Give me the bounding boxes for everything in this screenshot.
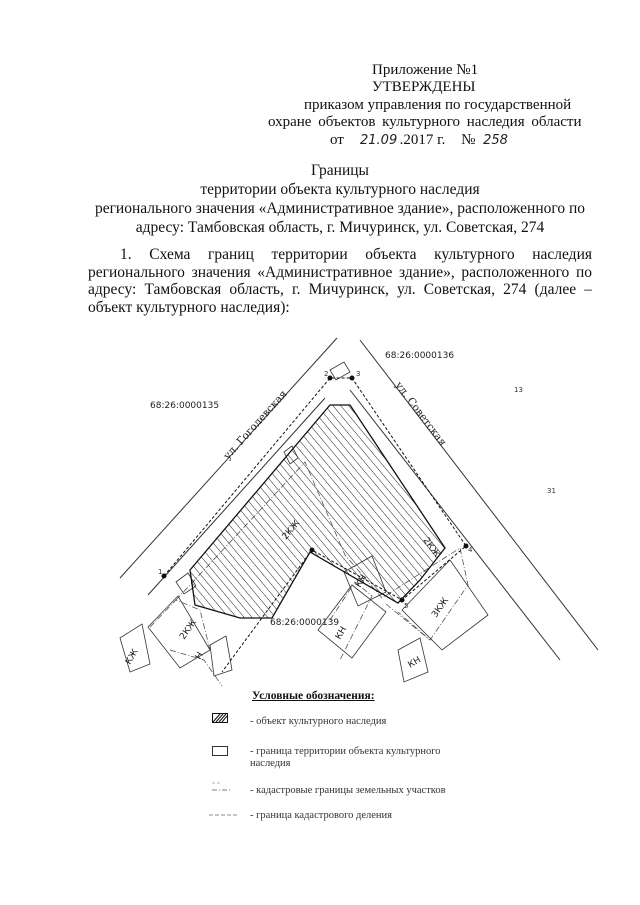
heritage-object-shape [190, 405, 445, 618]
date-year: .2017 г. [399, 132, 446, 148]
legend-outline-icon [212, 746, 228, 756]
label-building-right: 2КЖ [420, 535, 442, 560]
label-kj: КЖ [123, 647, 141, 667]
appendix-number: Приложение №1 [372, 62, 479, 78]
point-1-label: 1 [158, 568, 163, 576]
title-line-1: Границы [311, 162, 369, 179]
legend-dashline-icon [208, 812, 238, 818]
label-kn-2: КН [333, 625, 350, 642]
label-3kj: 3КЖ [430, 596, 451, 620]
street-label-sovetskaya: ул. Советская [392, 379, 449, 449]
label-2kj: 2КЖ [178, 618, 199, 642]
number-prefix: № [461, 132, 476, 148]
point-4-label: 4 [468, 546, 473, 554]
legend-item-3: - кадастровые границы земельных участков [250, 785, 446, 796]
right-number-2: 31 [547, 487, 556, 495]
cadastral-block-left: 68:26:0000135 [150, 401, 220, 411]
title-line-4: адресу: Тамбовская область, г. Мичуринск, ул. Советская, 274 [135, 219, 545, 236]
legend-hatched-icon [212, 713, 228, 723]
point-3-label: 3 [356, 370, 361, 378]
number-handwritten: 258 [483, 133, 508, 148]
title-line-3: регионального значения «Административное здание», расположенного по [94, 200, 586, 217]
date-handwritten: 21.09 [360, 133, 398, 148]
street-label-gogolevskaya: ул. Гоголевская [221, 388, 290, 463]
title-line-2: территории объекта культурного наследия [200, 181, 480, 198]
order-line-1: приказом управления по государственной [304, 97, 572, 113]
right-number-1: 13 [514, 386, 523, 394]
label-h: Н [193, 650, 206, 662]
legend-title: Условные обозначения: [252, 690, 375, 702]
legend-item-4: - граница кадастрового деления [250, 810, 392, 821]
scheme-paragraph: 1. Схема границ территории объекта культурного наследия регионального значения «Административное здание», расположенного по адресу: Тамбовская область, г. Мичуринск, ул. Советская, 274 (далее – объект культурного наследия): [88, 246, 592, 316]
order-line-2: охране объектов культурного наследия области [268, 114, 582, 130]
legend-item-1: - объект культурного наследия [250, 716, 387, 727]
boundary-map [0, 330, 640, 690]
date-prefix: от [330, 132, 344, 148]
point-2-label: 2 [324, 370, 329, 378]
label-kn-1: КН [353, 573, 370, 590]
cadastral-block-bottom: 68:26:0000139 [270, 618, 340, 628]
order-date-line [330, 131, 517, 150]
label-kn-3: КН [406, 655, 423, 671]
point-5-label: 5 [404, 602, 409, 610]
approved-label: УТВЕРЖДЕНЫ [372, 79, 476, 95]
legend-item-2: - граница территории объекта культурного наследия [250, 746, 441, 769]
cadastral-block-top: 68:26:0000136 [385, 351, 455, 361]
label-building-main: 2КЖ [280, 518, 303, 542]
legend-dashdot-icon [210, 780, 234, 794]
